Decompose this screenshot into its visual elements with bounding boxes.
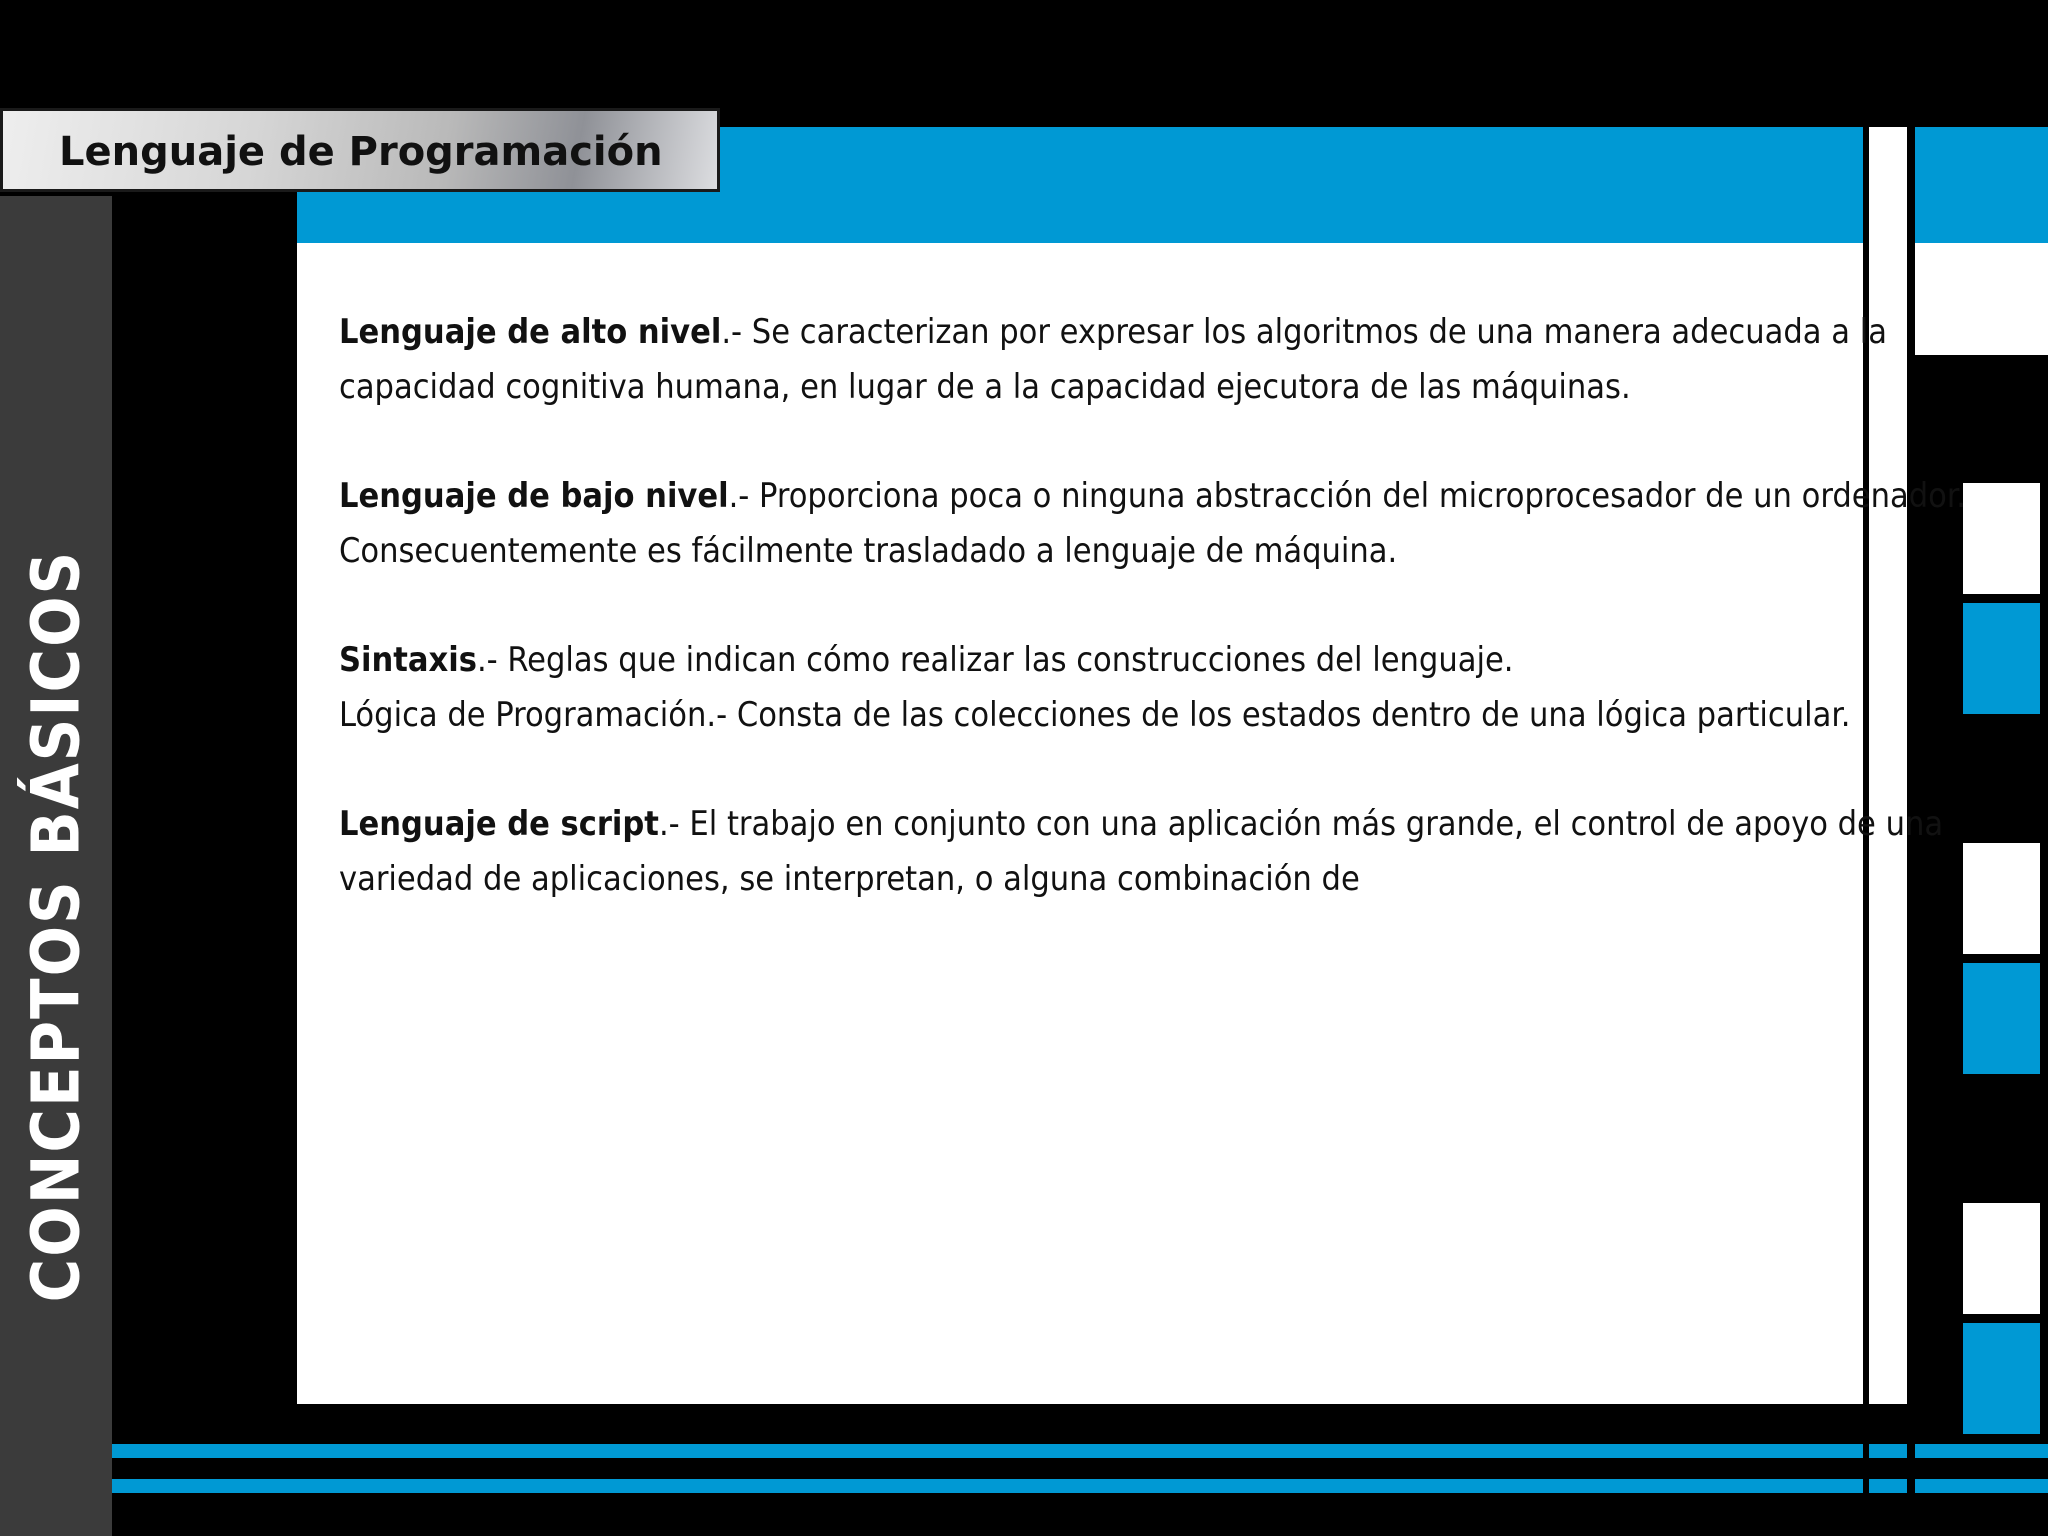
side-bar	[0, 196, 112, 1536]
bottom-blue-stripe	[0, 1444, 2048, 1458]
vertical-divider	[1907, 1404, 1915, 1536]
term: Lenguaje de script	[339, 804, 659, 844]
paragraph-line	[339, 469, 1966, 524]
vertical-divider	[1863, 1404, 1869, 1536]
decor-square-blue	[1963, 603, 2040, 714]
paragraph-line: capacidad cognitiva humana, en lugar de a la capacidad ejecutora de las máquinas.	[339, 367, 1631, 407]
decor-square-white	[1963, 1203, 2040, 1314]
right-white-strip	[1915, 243, 2048, 355]
decor-square-blue	[1963, 1323, 2040, 1434]
paragraph-line: Consecuentemente es fácilmente trasladado a lenguaje de máquina.	[339, 531, 1398, 571]
side-title: CONCEPTOS BÁSICOS	[17, 549, 95, 1303]
decor-square-blue	[1963, 963, 2040, 1074]
definition-text: .- Se caracterizan por expresar los algoritmos de una manera adecuada a la	[721, 312, 1887, 352]
paragraph-script	[339, 797, 1944, 907]
definition-text: .- Proporciona poca o ninguna abstracción del microprocesador de un ordenador.	[728, 476, 1966, 516]
paragraph-line: Lógica de Programación.- Consta de las colecciones de los estados dentro de una lógica particular.	[339, 695, 1851, 735]
paragraph-line	[339, 305, 1887, 360]
title-tab	[0, 108, 720, 192]
definition-text: .- El trabajo en conjunto con una aplicación más grande, el control de apoyo de una	[658, 804, 1944, 844]
paragraph-low-level	[339, 469, 1966, 579]
right-decor-column	[1955, 355, 2048, 1536]
paragraph-high-level	[339, 305, 1887, 415]
term: Lenguaje de bajo nivel	[339, 476, 729, 516]
slide-title: Lenguaje de Programación	[59, 129, 663, 175]
definition-text: .- Reglas que indican cómo realizar las construcciones del lenguaje.	[476, 640, 1514, 680]
content-text	[339, 305, 1966, 961]
bottom-blue-stripe	[0, 1479, 2048, 1493]
paragraph-syntax	[339, 633, 1859, 743]
paragraph-line: variedad de aplicaciones, se interpretan, o alguna combinación de	[339, 859, 1360, 899]
term: Lenguaje de alto nivel	[339, 312, 722, 352]
header-blue-band-right	[1915, 127, 2048, 243]
paragraph-line	[339, 633, 1859, 688]
decor-square-white	[1963, 843, 2040, 954]
paragraph-line	[339, 797, 1944, 852]
term: Sintaxis	[339, 640, 477, 680]
decor-square-white	[1963, 483, 2040, 594]
